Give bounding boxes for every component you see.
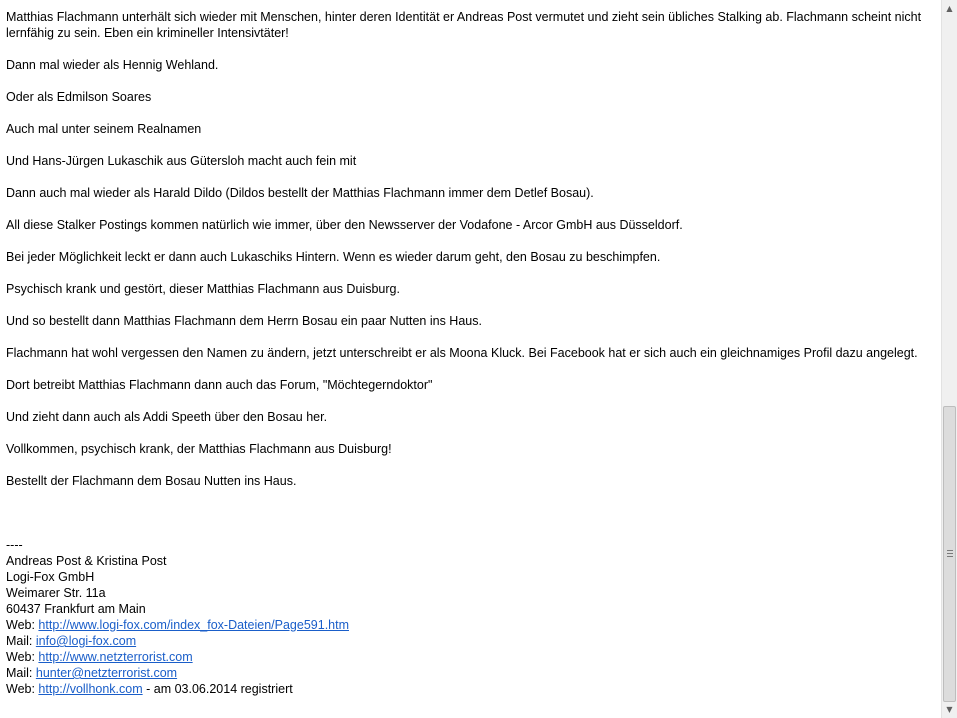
mail-label: Mail: [6,666,36,680]
post-paragraph: Psychisch krank und gestört, dieser Matthias Flachmann aus Duisburg. [6,282,400,296]
logi-fox-page-link[interactable]: http://www.logi-fox.com/index_fox-Dateien/Page591.htm [38,618,349,632]
post-paragraph: Dann auch mal wieder als Harald Dildo (Dildos bestellt der Matthias Flachmann immer dem Detlef Bosau). [6,186,594,200]
arrow-up-icon[interactable]: ▲ [946,4,953,13]
signature-gap [6,505,926,537]
info-email-link[interactable]: info@logi-fox.com [35,634,137,648]
post-paragraph: Bei jeder Möglichkeit leckt er dann auch Lukaschiks Hintern. Wenn es wieder darum geht, den Bosau zu beschimpfen. [6,250,661,264]
signature-separator: ---- [6,538,23,552]
signature-names: Andreas Post & Kristina Post [6,554,167,568]
post-paragraph: Flachmann hat wohl vergessen den Namen zu ändern, jetzt unterschreibt er als Moona Kluck. Bei Facebook hat er sich auch ein gleichnamiges Profil dazu angelegt. [6,346,918,360]
arrow-down-icon[interactable]: ▼ [946,705,953,714]
signature-block [6,537,926,697]
post-body [6,9,926,697]
signature-web-line [6,649,926,665]
signature-company: Logi-Fox GmbH [6,570,95,584]
post-paragraph: Auch mal unter seinem Realnamen [6,122,202,136]
signature-street: Weimarer Str. 11a [6,586,106,600]
post-paragraph: Und Hans-Jürgen Lukaschik aus Gütersloh macht auch fein mit [6,154,357,168]
signature-city: 60437 Frankfurt am Main [6,602,146,616]
vollhonk-link[interactable]: http://vollhonk.com [38,682,143,696]
web-label: Web: [6,618,39,632]
post-paragraph: Matthias Flachmann unterhält sich wieder mit Menschen, hinter deren Identität er Andreas Post vermutet und zieht sein übliches Stalking ab. Flachmann scheint nicht lernfähig zu sein. Eben ein krimineller Intensivtäter! [6,10,922,40]
grip-icon [947,550,953,557]
web-label: Web: [6,682,39,696]
registration-note: - am 03.06.2014 registriert [142,682,293,696]
post-paragraph: Und zieht dann auch als Addi Speeth über den Bosau her. [6,410,328,424]
signature-mail-line [6,665,926,681]
signature-web-line [6,681,926,697]
mail-label: Mail: [6,634,36,648]
netzterrorist-link[interactable]: http://www.netzterrorist.com [38,650,193,664]
post-paragraph: Vollkommen, psychisch krank, der Matthias Flachmann aus Duisburg! [6,442,392,456]
scrollbar-thumb[interactable] [943,406,956,702]
post-paragraph: Bestellt der Flachmann dem Bosau Nutten ins Haus. [6,474,297,488]
post-paragraph: Dann mal wieder als Hennig Wehland. [6,58,219,72]
vertical-scrollbar[interactable] [941,0,957,718]
post-paragraph: Und so bestellt dann Matthias Flachmann dem Herrn Bosau ein paar Nutten ins Haus. [6,314,482,328]
web-label: Web: [6,650,39,664]
signature-web-line [6,617,926,633]
signature-mail-line [6,633,926,649]
post-paragraph: Dort betreibt Matthias Flachmann dann auch das Forum, "Möchtegerndoktor" [6,378,433,392]
hunter-email-link[interactable]: hunter@netzterrorist.com [35,666,178,680]
post-paragraph: All diese Stalker Postings kommen natürlich wie immer, über den Newsserver der Vodafone - Arcor GmbH aus Düsseldorf. [6,218,683,232]
post-paragraph: Oder als Edmilson Soares [6,90,152,104]
